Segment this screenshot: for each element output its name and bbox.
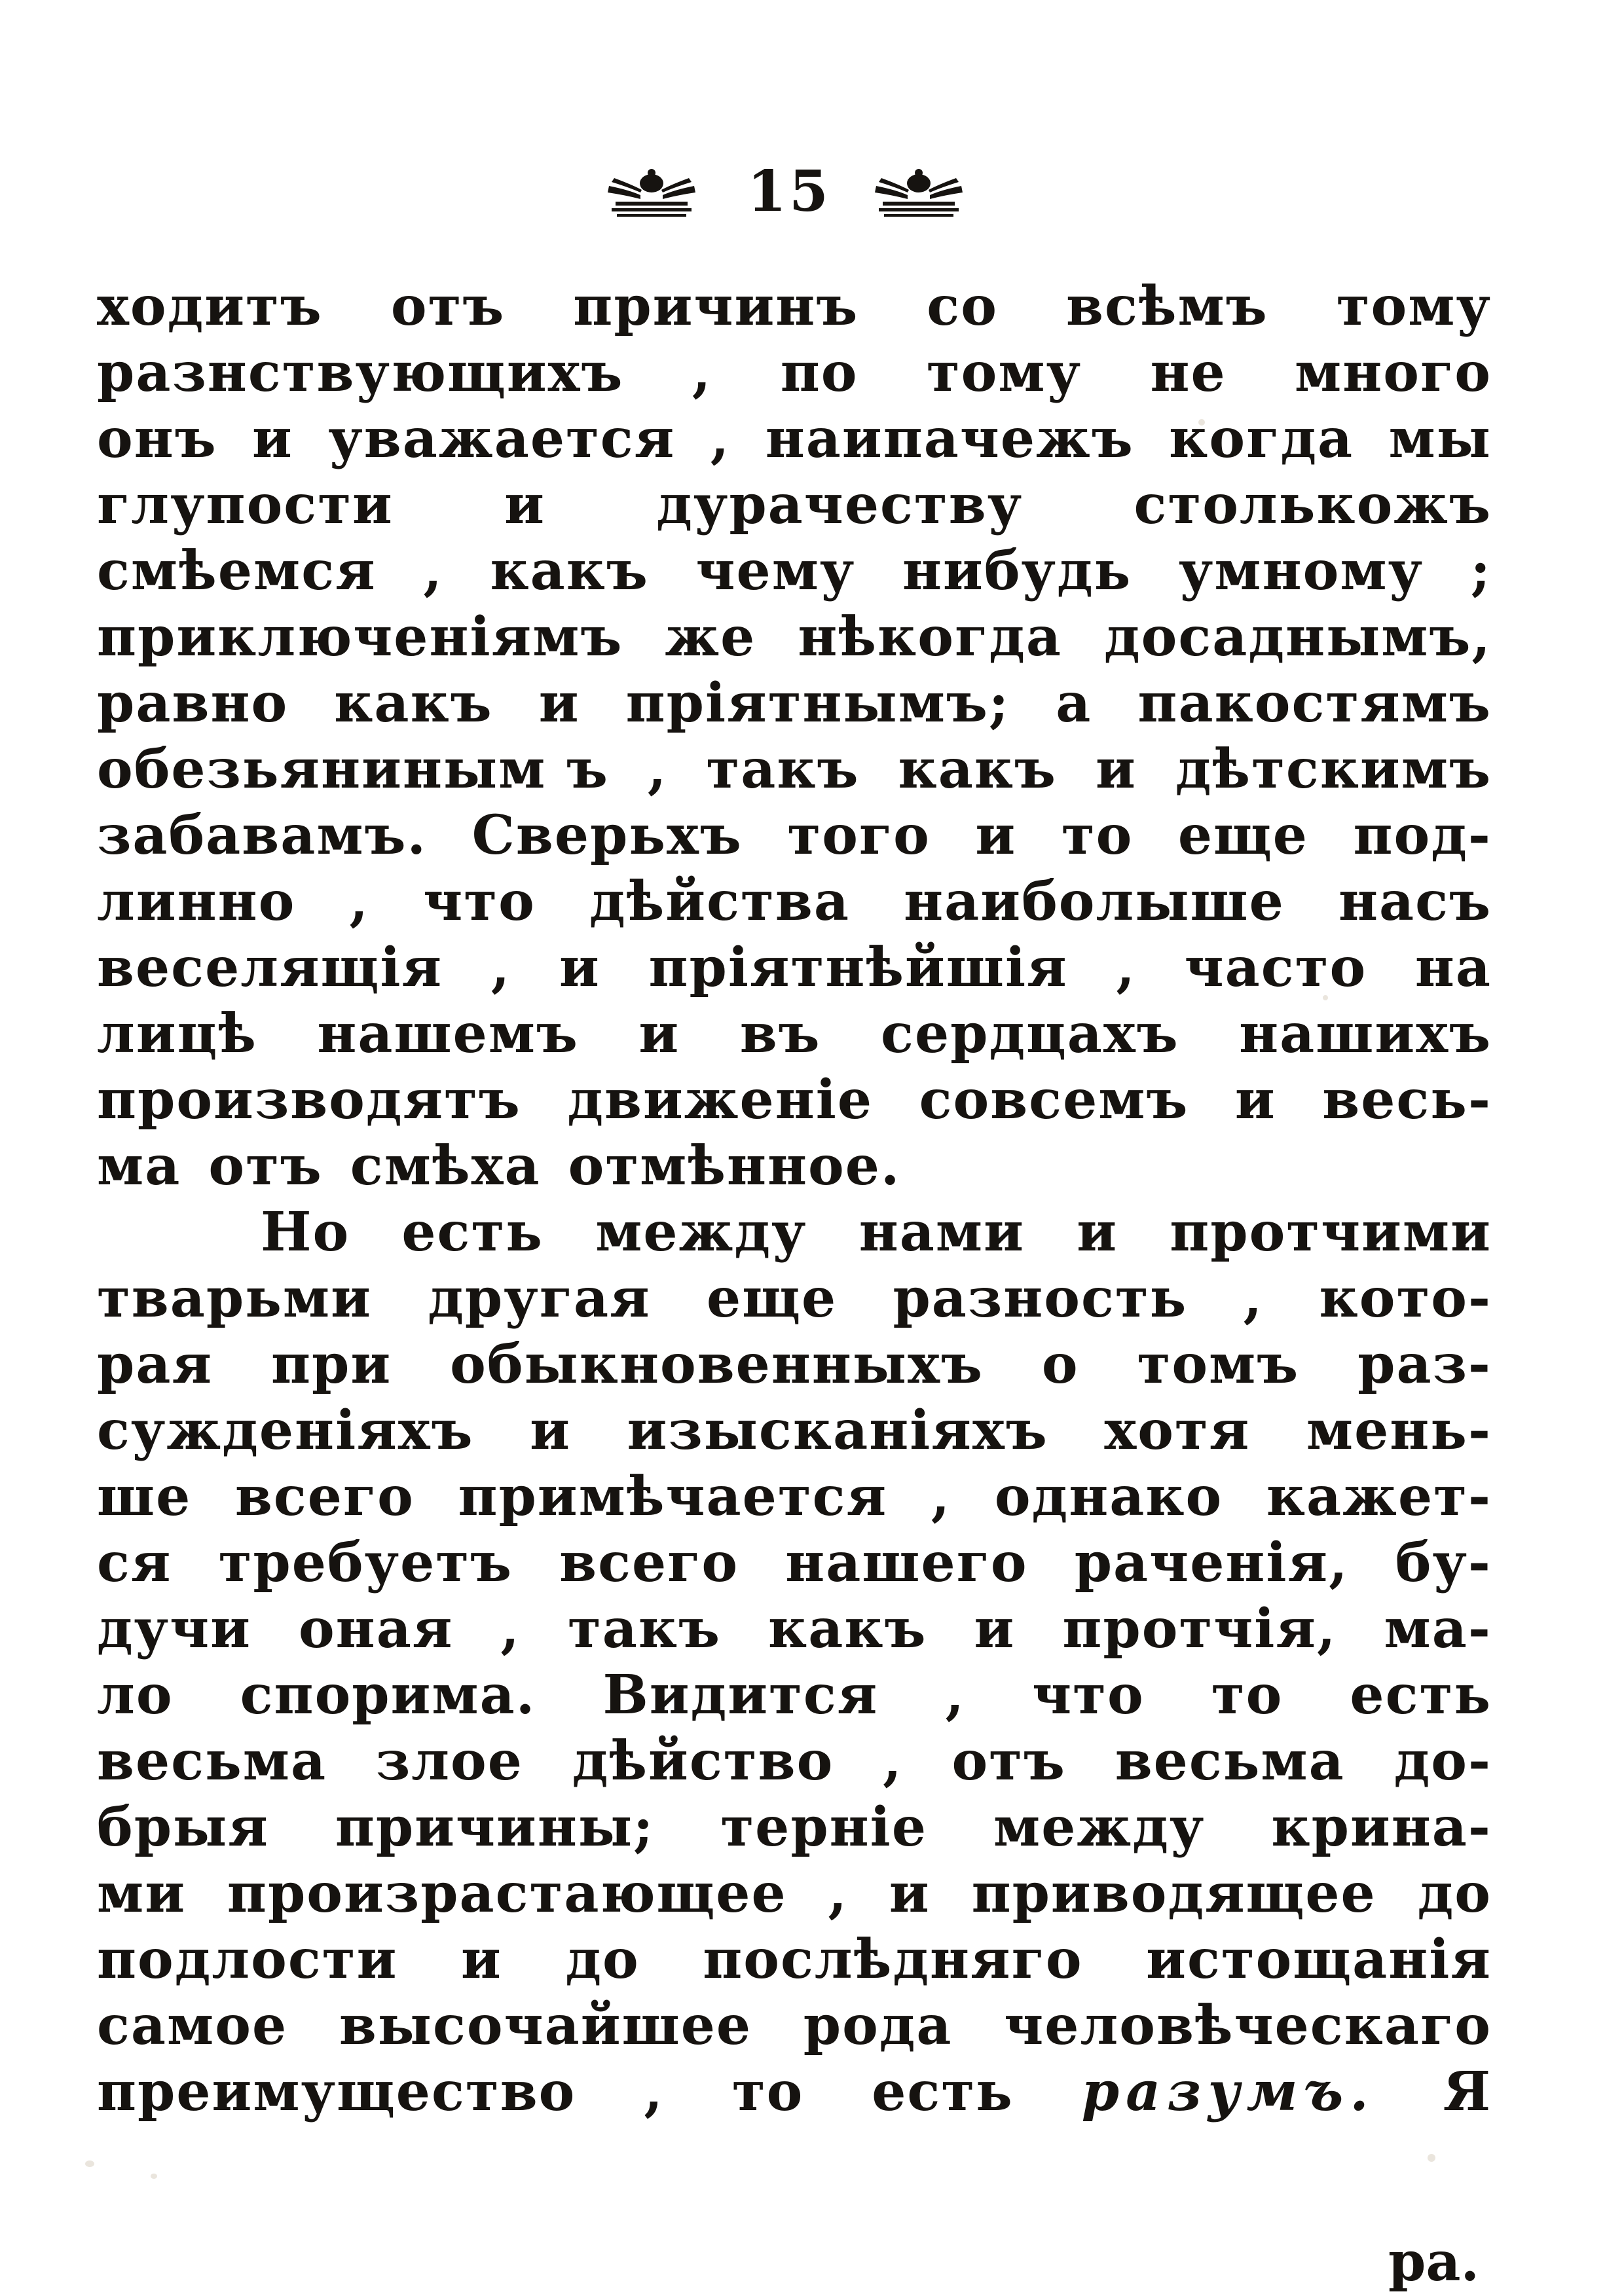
text-line [97,869,1492,935]
word: отмѣнное. [568,1135,901,1197]
word: и [889,1862,931,1925]
word: весь- [1322,1068,1492,1131]
word: кажет- [1266,1465,1492,1528]
word: и [504,473,545,536]
word: есть [1350,1664,1492,1726]
word: , [883,1730,903,1793]
word: ло [97,1664,174,1726]
word: разность [893,1267,1188,1330]
word: под- [1353,804,1492,867]
crown-ornament-icon [870,166,968,219]
body-text [97,274,1492,2125]
word: по [780,341,858,404]
word: мень- [1306,1399,1492,1462]
word: и [530,1399,571,1462]
word: требуетъ [218,1531,513,1594]
word: кото- [1319,1267,1492,1330]
word: между [595,1201,807,1264]
word: есть [401,1201,544,1264]
word: всѣмъ [1065,275,1268,338]
word: чему [695,539,856,602]
word: Сверьхъ [471,804,743,867]
text-line [97,1993,1492,2059]
word: спорима. [240,1664,536,1726]
text-line [97,1662,1492,1728]
text-line [97,538,1492,604]
word: смѣха [350,1135,541,1197]
word: протчими [1170,1201,1492,1264]
word: изысканіяхъ [627,1399,1048,1462]
word: Я [1443,2060,1492,2123]
word: нѣкогда [798,606,1062,668]
word: на [1414,936,1492,999]
word: брыя [97,1796,269,1859]
text-line [97,1927,1492,1993]
word: другая [428,1267,651,1330]
word: и [252,407,293,470]
word: есть [872,2060,1014,2123]
text-line [97,1728,1492,1795]
text-line [97,1133,1492,1199]
word: отъ [951,1730,1066,1793]
word: , [647,738,668,801]
word: и [559,936,600,999]
page-number: 15 [747,158,831,225]
word: еще [707,1267,838,1330]
word: преимущество [97,2060,576,2123]
word: , [692,341,712,404]
text-line [97,670,1492,737]
text-line [97,274,1492,340]
word: еще [1177,804,1308,867]
word: и [638,1002,680,1065]
word: когда [1169,407,1354,470]
word: до- [1393,1730,1492,1793]
word: примѣчается [458,1465,888,1528]
word: Но [261,1201,350,1264]
word: разнствующихъ [97,341,624,404]
word: и [974,1597,1016,1660]
word: не [1150,341,1227,404]
word: о [1041,1333,1079,1396]
word: весьма [1115,1730,1345,1793]
word: онъ [97,407,217,470]
word: всего [559,1531,739,1594]
word: причинъ [573,275,859,338]
word: раз- [1357,1333,1492,1396]
word: что [1032,1664,1145,1726]
word: такъ [567,1597,722,1660]
word: то [1211,1664,1283,1726]
text-line [97,340,1492,406]
text-line [97,1861,1492,1927]
word: приводящее [971,1862,1376,1925]
word: какъ [898,738,1057,801]
word: ходитъ [97,275,323,338]
paper-speck [151,2174,157,2179]
word: лицѣ [97,1002,257,1065]
text-line [97,1332,1492,1398]
word: же [665,606,756,668]
word: мы [1388,407,1492,470]
word: ма [97,1135,181,1197]
word: злое [375,1730,523,1793]
word: подлости [97,1928,398,1991]
word: истощанія [1146,1928,1492,1991]
word: а [1056,672,1092,735]
word: послѣдняго [703,1928,1083,1991]
word: обезьяниным ъ [97,738,609,801]
word: глупости [97,473,394,536]
word: нибудь [902,539,1132,602]
word: смѣемся [97,539,377,602]
word: тому [926,341,1082,404]
word: высочайшее [339,1994,752,2057]
word: протчія, [1062,1597,1337,1660]
word: производятъ [97,1068,521,1131]
word: Видится [602,1664,879,1726]
word: такъ [706,738,860,801]
word: томъ [1137,1333,1300,1396]
text-line [97,1530,1492,1596]
word: какъ [490,539,649,602]
word: приключеніямъ [97,606,623,668]
word: и [460,1928,502,1991]
word: , [490,936,511,999]
word: , [349,870,370,933]
word: однако [994,1465,1223,1528]
word: рода [803,1994,953,2057]
word: ма- [1384,1597,1492,1660]
word: самое [97,1994,288,2057]
word: , [644,2060,664,2123]
word: между [993,1796,1206,1859]
text-line [97,1795,1492,1861]
word: причины; [335,1796,655,1859]
word: , [500,1597,521,1660]
word: хотя [1104,1399,1251,1462]
word: ми [97,1862,187,1925]
word: забавамъ. [97,804,428,867]
word: насъ [1338,870,1492,933]
word: до [565,1928,640,1991]
word: нашемъ [317,1002,579,1065]
word: часто [1184,936,1367,999]
word: въ [739,1002,821,1065]
word: и [975,804,1017,867]
word: тому [1336,275,1492,338]
word: то [1061,804,1134,867]
text-line [97,2059,1492,2125]
word: и [538,672,580,735]
word: оная [298,1597,454,1660]
word: пакостямъ [1137,672,1492,735]
word: раченія, [1074,1531,1349,1594]
word: , [945,1664,966,1726]
word: пріятнѣйшія [648,936,1068,999]
word: умному [1178,539,1424,602]
word: терніе [720,1796,927,1859]
word: , [931,1465,951,1528]
word: веселящія [97,936,443,999]
word: много [1295,341,1492,404]
word: ше [97,1465,192,1528]
word: , [1116,936,1136,999]
word: , [710,407,731,470]
word: какъ [334,672,493,735]
paper-speck [1428,2154,1435,2162]
paper-speck [85,2160,94,2167]
word: , [423,539,443,602]
word: нами [858,1201,1025,1264]
word: линно [97,870,296,933]
word: весьма [97,1730,327,1793]
word: крина- [1271,1796,1492,1859]
word: обыкновенныхъ [450,1333,984,1396]
word: равно [97,672,289,735]
text-line [97,935,1492,1001]
word: отъ [208,1135,323,1197]
word: дучи [97,1597,251,1660]
text-line [97,406,1492,472]
text-line [97,737,1492,803]
word: и [1234,1068,1276,1131]
word: отъ [390,275,506,338]
word: произрастающее [227,1862,787,1925]
crown-ornament-icon [602,166,701,219]
text-line [97,604,1492,670]
emphasized-word: разумъ. [1081,2060,1375,2123]
word: движеніе [567,1068,874,1131]
word: наипачежъ [765,407,1134,470]
page-header [0,156,1624,228]
word: ся [97,1531,172,1594]
word: столькожъ [1134,473,1492,536]
text-line [97,1001,1492,1067]
word: , [1243,1267,1264,1330]
word: совсемъ [919,1068,1189,1131]
word: дурачеству [656,473,1024,536]
word: то [731,2060,804,2123]
word: до [1417,1862,1492,1925]
word: бу- [1395,1531,1492,1594]
word: , [828,1862,849,1925]
text-line [97,1199,1492,1266]
word: тварьми [97,1267,372,1330]
word: рая [97,1333,213,1396]
word: человѣческаго [1004,1994,1492,2057]
text-line [97,1464,1492,1530]
word: дѣйство [572,1730,834,1793]
word: всего [234,1465,415,1528]
word: пріятнымъ; [625,672,1010,735]
word: сужденіяхъ [97,1399,474,1462]
text-line [97,1596,1492,1662]
word: наиболыше [904,870,1285,933]
word: дѣтскимъ [1175,738,1492,801]
text-line [97,1398,1492,1464]
word: нашихъ [1239,1002,1492,1065]
word: и [1077,1201,1118,1264]
word: при [271,1333,392,1396]
word: уважается [328,407,676,470]
word: и [1095,738,1137,801]
text-line [97,1067,1492,1133]
text-line [97,1266,1492,1332]
word: дѣйства [589,870,850,933]
text-line [97,803,1492,869]
word: со [927,275,998,338]
word: что [423,870,536,933]
word: сердцахъ [881,1002,1179,1065]
word: досаднымъ, [1104,606,1492,668]
word: нашего [785,1531,1028,1594]
word: какъ [768,1597,927,1660]
text-line [97,472,1492,538]
catchword: ра. [1388,2231,1480,2293]
word: ; [1470,539,1492,602]
word: того [787,804,931,867]
